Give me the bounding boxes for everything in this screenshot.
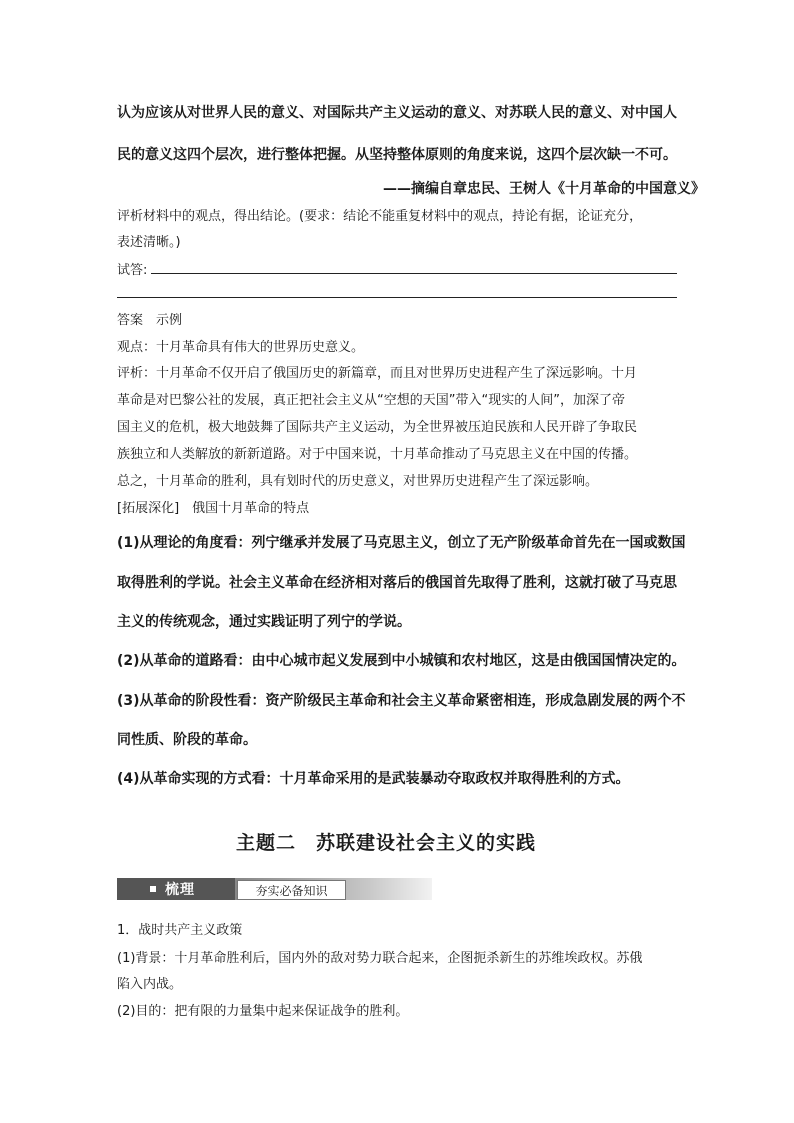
banner-label: 梳理 [165,882,195,898]
square-bullet-icon [150,886,156,892]
question-line-2: 表述清晰。) [117,235,181,250]
banner-label-block [117,878,235,900]
material-line-1: 认为应该从对世界人民的意义、对国际共产主义运动的意义、对苏联人民的意义、对中国人 [117,105,677,121]
policy-purpose: (2)目的：把有限的力量集中起来保证战争的胜利。 [117,1004,409,1019]
answer-heading: 答案 示例 [117,313,183,328]
extension-line: (2)从革命的道路看：由中心城市起义发展到中小城镇和农村地区，这是由俄国国情决定的。 [117,653,686,669]
extension-line: (3)从革命的阶段性看：资产阶级民主革命和社会主义革命紧密相连，形成急剧发展的两个不 [117,693,686,709]
policy-background-line-2: 陷入内战。 [117,977,183,992]
material-line-2: 民的意义这四个层次，进行整体把握。从坚持整体原则的角度来说，这四个层次缺一不可。 [117,147,677,163]
extension-line: 主义的传统观念，通过实践证明了列宁的学说。 [117,614,411,630]
section-title: 主题二 苏联建设社会主义的实践 [236,832,537,854]
answer-line-2[interactable] [117,297,677,298]
analysis-line: 总之，十月革命的胜利，具有划时代的历史意义，对世界历史进程产生了深远影响。 [117,474,599,489]
policy-heading: 1．战时共产主义政策 [117,923,243,938]
answer-viewpoint: 观点：十月革命具有伟大的世界历史意义。 [117,340,365,355]
answer-line-1[interactable] [151,273,677,274]
extension-line: 同性质、阶段的革命。 [117,732,257,748]
analysis-line: 族独立和人类解放的新新道路。对于中国来说，十月革命推动了马克思主义在中国的传播。 [117,447,638,462]
analysis-line: 国主义的危机，极大地鼓舞了国际共产主义运动，为全世界被压迫民族和人民开辟了争取民 [117,420,638,435]
answer-prompt: 试答: [117,263,148,278]
extension-line: 取得胜利的学说。社会主义革命在经济相对落后的俄国首先取得了胜利，这就打破了马克思 [117,575,677,591]
policy-background-line-1: (1)背景：十月革命胜利后，国内外的敌对势力联合起来，企图扼杀新生的苏维埃政权。苏俄 [117,951,643,966]
question-line-1: 评析材料中的观点，得出结论。(要求：结论不能重复材料中的观点，持论有据，论证充分， [117,209,643,224]
analysis-line: 革命是对巴黎公社的发展，真正把社会主义从“空想的天国”带入“现实的人间”，加深了帝 [117,393,625,408]
banner-subtitle: 夯实必备知识 [237,880,346,900]
analysis-line: 评析：十月革命不仅开启了俄国历史的新篇章，而且对世界历史进程产生了深远影响。十月 [117,366,638,381]
extension-line: (4)从革命实现的方式看：十月革命采用的是武装暴动夺取政权并取得胜利的方式。 [117,771,630,787]
extension-heading: [拓展深化] 俄国十月革命的特点 [117,501,310,516]
extension-line: (1)从理论的角度看：列宁继承并发展了马克思主义，创立了无产阶级革命首先在一国或数国 [117,535,686,551]
material-source: ——摘编自章忠民、王树人《十月革命的中国意义》 [383,181,705,197]
